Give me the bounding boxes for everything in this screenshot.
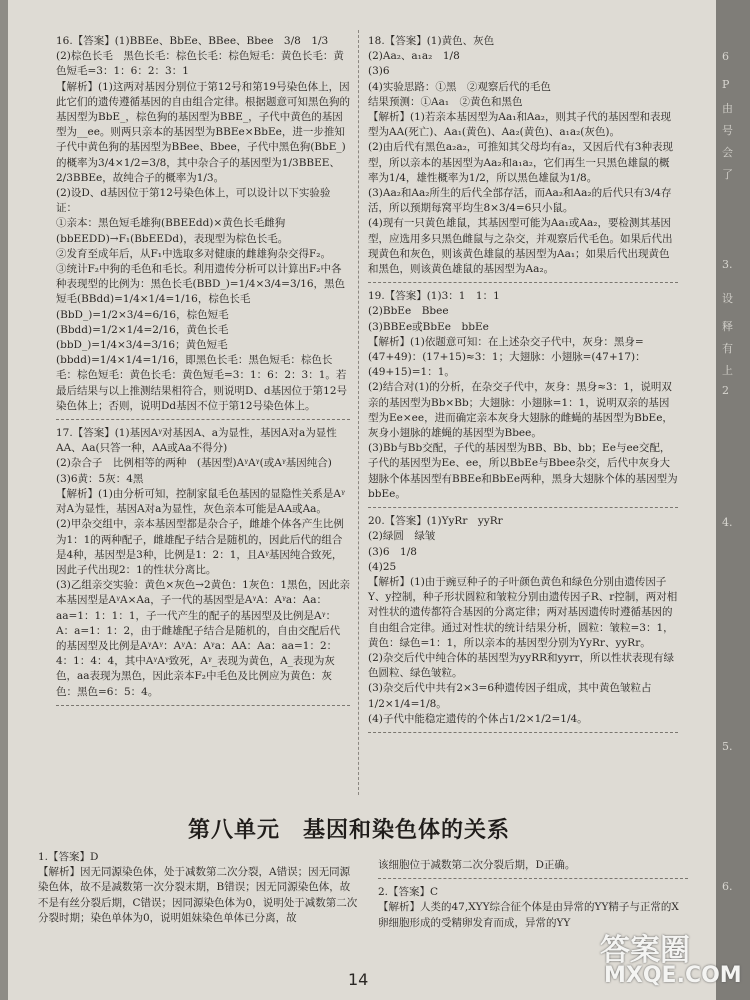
q16-analysis-3: ①亲本：黑色短毛雄狗(BBEEdd)×黄色长毛雌狗(bbEEDD)→F₁(BbEEDd)，表现型为棕色长毛。: [56, 217, 289, 245]
q19-analysis-1: 【解析】(1)依题意可知：在上述杂交子代中，灰身：黑身=(47+49)：(17+15)≈3：1；大翅脉：小翅脉=(47+17)：(49+15)=1：1。: [368, 335, 646, 379]
q16-analysis-1: 【解析】(1)这两对基因分别位于第12号和第19号染色体上，因此它们的遗传遵循基因的自由组合定律。根据题意可知黑色狗的基因型为BbE_，棕色狗的基因型为BBE_，子代中黄色的基因型为__ee。则两只亲本的基因型为BBEe×BbEe，进一步推知子代中黄色狗的基因型为BBee、Bbee，子代中黑色狗(BbE_)的概率为3/4×1/2=3/8，其中杂合子的基因型为1/3BBEE、2/3BBEe，故纯合子的概率为1/3。: [56, 80, 350, 184]
edge-mark: 4.: [722, 516, 733, 529]
q18-analysis-3: (3)Aa₂和Aa₂所生的后代全部存活，而Aa₂和Aa₂的后代只有3/4存活，所以预期每窝平均生8×3/4=6只小鼠。: [368, 187, 672, 215]
edge-mark: 释: [722, 320, 733, 333]
column-divider: [358, 30, 359, 795]
q17-analysis-3: (3)乙组亲交实验：黄色×灰色→2黄色：1灰色：1黑色，因此亲本基因型是AᵞA×Aa，子一代的基因型是AᵞA：Aᵞa：Aa：aa=1：1：1：1，子一代产生的配子的基因型及比例是Aᵞ：A：a=1：1：2，由于雌雄配子结合是随机的，自由交配后代的基因型及比例是AᵞAᵞ：AᵞA：Aᵞa：AA：Aa：aa=1：2：4：1：4：4，其中AᵞAᵞ致死，Aᵞ_表现为黄色，A_表现为灰色，aa表现为黑色，因此亲本F₂中毛色及比例应为黄色：灰色：黑色=6：5：4。: [56, 579, 351, 698]
edge-mark: 6.: [722, 880, 733, 893]
unit-title: 第八单元 基因和染色体的关系: [188, 818, 511, 843]
q18-analysis-2: (2)由后代有黑色a₂a₂，可推知其父母均有a₂，又因后代有3种表现型，所以亲本的基因型为Aa₂和a₁a₂，它们再生一只黑色雄鼠的概率为1/4，雄性概率为1/2，所以黑色雄鼠为1/8。: [368, 141, 673, 184]
edge-mark: 5.: [722, 740, 733, 753]
q20-answer-4: (4)25: [368, 560, 397, 573]
right-column: [368, 32, 678, 739]
q19-answer: 19.【答案】(1)3：1 1：1: [368, 290, 500, 303]
edge-mark: 上: [722, 364, 733, 377]
separator: [378, 878, 688, 879]
separator: [368, 507, 678, 508]
u8-q1-answer: 1.【答案】D: [38, 851, 99, 863]
q18-analysis-4: (4)现有一只黄色雄鼠，其基因型可能为Aa₁或Aa₂，要检测其基因型，应选用多只黑色雌鼠与之杂交，并观察后代毛色。如果后代出现黄色和灰色，则该黄色雄鼠的基因型为Aa₁；如果后代出现黄色和黑色，则该黄色雄鼠的基因型为Aa₂。: [368, 217, 673, 276]
q17-answer: 17.【答案】(1)基因Aᵞ对基因A、a为显性，基因A对a为显性 AA、Aa(只答一种，AA或Aa不得分): [56, 427, 348, 455]
edge-mark: 了: [722, 168, 733, 181]
watermark-text: 答案圈: [600, 933, 690, 968]
q18-answer-4: (4)实验思路：①黑 ②观察后代的毛色: [368, 80, 551, 93]
u8-q2-analysis: 【解析】人类的47,XYY综合征个体是由异常的YY精子与正常的X卵细胞形成的受精卵发育而成，异常的YY: [378, 901, 679, 929]
q16-answer: 16.【答案】(1)BBEe、BbEe、BBee、Bbee 3/8 1/3: [56, 35, 329, 47]
separator: [56, 705, 350, 706]
bottom-right-column: [378, 858, 688, 931]
q18-answer-3: (3)6: [368, 65, 390, 78]
watermark-logo: [600, 925, 740, 995]
q20-answer-2: (2)绿圆 绿皱: [368, 530, 436, 543]
edge-mark: 会: [722, 146, 733, 159]
edge-mark: 由: [722, 102, 733, 115]
edge-mark: P: [722, 78, 730, 91]
textbook-page: [8, 0, 716, 1000]
adjacent-page-edge: [716, 0, 750, 1000]
q18-answer-2: (2)Aa₂、a₁a₂ 1/8: [368, 50, 460, 63]
separator: [368, 282, 678, 283]
u8-q1-analysis-cont: 该细胞位于减数第二次分裂后期，D正确。: [378, 859, 576, 871]
q19-analysis-2: (2)结合对(1)的分析，在杂交子代中，灰身：黑身≈3：1，说明双亲的基因型为Bb×Bb；大翅脉：小翅脉=1：1，说明双亲的基因型为Ee×ee，进而确定亲本灰身大翅脉的雌蝇的基因型为BbEe，灰身小翅脉的雄蝇的基因型为Bbee。: [368, 381, 673, 440]
q18-answer-5: 结果预测：①Aa₁ ②黄色和黑色: [368, 95, 523, 108]
q20-analysis-3: (3)杂交后代中共有2×3=6种遗传因子组成，其中黄色皱粒占1/2×1/4=1/8。: [368, 682, 652, 710]
q20-analysis-2: (2)杂交后代中纯合体的基因型为yyRR和yyrr，所以性状表现有绿色圆粒、绿色皱粒。: [368, 651, 674, 680]
separator: [368, 732, 678, 733]
q20-analysis-4: (4)子代中能稳定遗传的个体占1/2×1/2=1/4。: [368, 712, 588, 725]
bottom-left-column: [38, 848, 358, 926]
q16-analysis-2: (2)设D、d基因位于第12号染色体上，可以设计以下实验验证：: [56, 187, 331, 215]
watermark-url: MXQE.COM: [604, 963, 742, 988]
u8-q2-answer: 2.【答案】C: [378, 886, 439, 899]
q16-answer-2: (2)棕色长毛 黑色长毛：棕色长毛：棕色短毛：黄色长毛：黄色短毛=3：1：6：2：3：1: [56, 50, 344, 78]
left-column: [56, 32, 350, 712]
q18-answer: 18.【答案】(1)黄色、灰色: [368, 35, 495, 47]
q17-analysis-2: (2)甲杂交组中，亲本基因型都是杂合子，雌雄个体各产生比例为1：1的两种配子，雌雄配子结合是随机的，因此后代的组合是4种，基因型是3种，比例是1：2：1，且Aᵞ基因纯合致死，因此子代出现2：1的性状分离比。: [56, 518, 344, 576]
separator: [56, 419, 350, 420]
q18-analysis-1: 【解析】(1)若亲本基因型为Aa₁和Aa₂，则其子代的基因型和表现型为AA(死亡)、Aa₁(黄色)、Aa₂(黄色)、a₁a₂(灰色)。: [368, 111, 671, 139]
q17-answer-3: (3)6黄：5灰：4黑: [56, 472, 144, 485]
q20-answer: 20.【答案】(1)YyRr yyRr: [368, 515, 503, 528]
edge-mark: 有: [722, 342, 733, 355]
edge-mark: 3.: [722, 258, 733, 271]
q17-answer-2: (2)杂合子 比例相等的两种 (基因型)AᵞAᵞ(或Aᵞ基因纯合): [56, 457, 332, 470]
edge-mark: 号: [722, 124, 733, 137]
q19-answer-3: (3)BBEe或BbEe bbEe: [368, 320, 489, 333]
q19-analysis-3: (3)Bb与Bb交配，子代的基因型为BB、Bb、bb；Ee与ee交配，子代的基因型为Ee、ee，所以BbEe与Bbee杂交，后代中灰身大翅脉个体基因型有BBEe和BbEe两种，黑身大翅脉个体的基因型为bbEe。: [368, 442, 678, 500]
edge-mark: 设: [722, 292, 733, 305]
q16-analysis-5: ③统计F₂中狗的毛色和毛长。利用遗传分析可以计算出F₂中各种表现型的比例为：黑色长毛(BBD_)=1/4×3/4=3/16，黑色短毛(BBdd)=1/4×1/4=1/16，棕色长毛(BbD_)=1/2×3/4=6/16，棕色短毛(Bbdd)=1/2×1/4=2/16，黄色长毛(bbD_)=1/4×3/4=3/16；黄色短毛(bbdd)=1/4×1/4=1/16，即黑色长毛：黑色短毛：棕色长毛：棕色短毛：黄色长毛：黄色短毛=3：1：6：2：3：1。若最后结果与以上推测结果相符合，则说明D、d基因位于第12号染色体上；否则，说明Dd基因不位于第12号染色体上。: [56, 263, 347, 412]
u8-q1-analysis: 【解析】因无同源染色体，处于减数第二次分裂，A错误；因无同源染色体，故不是减数第一次分裂末期，B错误；因无同源染色体，故不是有丝分裂后期，C错误；因同源染色体为0，说明处于减数第二次分裂时期；染色单体为0，说明姐妹染色单体已分离，故: [38, 866, 358, 924]
q16-analysis-4: ②发育至成年后，从F₁中选取多对健康的雌雄狗杂交得F₂。: [56, 247, 331, 260]
q20-analysis-1: 【解析】(1)由于豌豆种子的子叶颜色黄色和绿色分别由遗传因子Y、y控制，种子形状圆粒和皱粒分别由遗传因子R、r控制，两对相对性状的遗传都符合基因的分离定律；两对基因遗传时遵循基因的自由组合定律。通过对性状的统计结果分析，圆粒：皱粒=3：1，黄色：绿色=1：1，所以亲本的基因型分别为YyRr、yyRr。: [368, 575, 678, 649]
q20-answer-3: (3)6 1/8: [368, 545, 417, 558]
q19-answer-2: (2)BbEe Bbee: [368, 305, 449, 318]
page-number: 14: [348, 970, 369, 989]
edge-mark: 6: [722, 50, 729, 63]
q17-analysis-1: 【解析】(1)由分析可知，控制家鼠毛色基因的显隐性关系是Aᵞ对A为显性，基因A对a为显性，灰色亲本可能是AA或Aa。: [56, 487, 345, 516]
edge-mark: 2: [722, 384, 729, 397]
